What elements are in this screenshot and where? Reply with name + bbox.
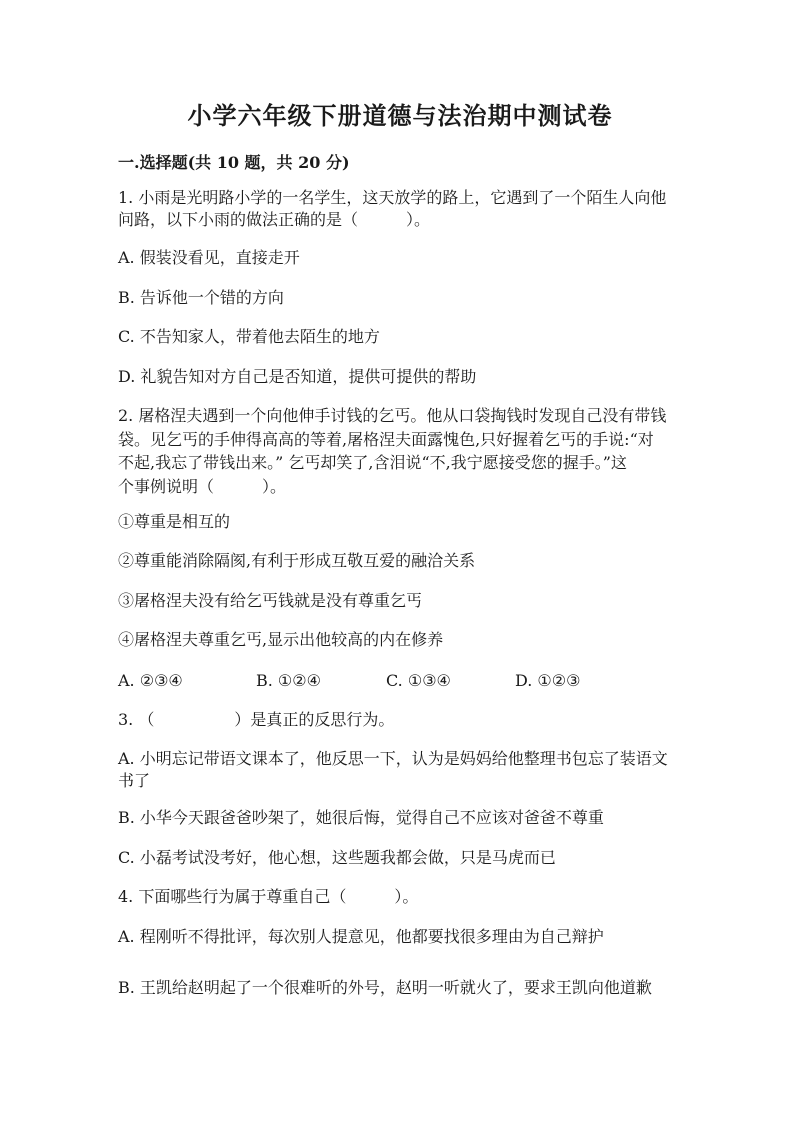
q2-option-a: A. ②③④ [118,671,183,690]
q1-option-a: A. 假装没看见，直接走开 [118,248,300,267]
q3-option-b: B. 小华今天跟爸爸吵架了，她很后悔，觉得自己不应该对爸爸不尊重 [118,808,604,827]
q2-item-3: ③屠格涅夫没有给乞丐钱就是没有尊重乞丐 [118,591,423,610]
q3-stem: 3. （ ）是真正的反思行为。 [118,710,395,729]
q2-stem-line-2: 袋。见乞丐的手伸得高高的等着,屠格涅夫面露愧色,只好握着乞丐的手说:“对 [118,430,654,449]
q3-option-a-line-2: 书了 [118,771,151,790]
exam-title: 小学六年级下册道德与法治期中测试卷 [187,101,613,130]
q4-option-b: B. 王凯给赵明起了一个很难听的外号，赵明一听就火了，要求王凯向他道歉 [118,978,652,997]
q1-option-b: B. 告诉他一个错的方向 [118,288,284,307]
section-header: 一.选择题(共 10 题，共 20 分) [118,153,350,172]
q1-stem-line-2: 问路，以下小雨的做法正确的是（ ）。 [118,210,431,229]
q2-option-b: B. ①②④ [256,671,321,690]
q2-stem-line-3: 不起,我忘了带钱出来。” 乞丐却笑了,含泪说“不,我宁愿接受您的握手。”这 [118,453,627,472]
q4-option-a: A. 程刚听不得批评，每次别人提意见，他都要找很多理由为自己辩护 [118,927,604,946]
q1-stem-line-1: 1. 小雨是光明路小学的一名学生，这天放学的路上，它遇到了一个陌生人向他 [118,188,667,207]
q3-option-c: C. 小磊考试没考好，他心想，这些题我都会做，只是马虎而已 [118,848,556,867]
q2-item-1: ①尊重是相互的 [118,512,231,531]
q2-item-4: ④屠格涅夫尊重乞丐,显示出他较高的内在修养 [118,630,444,649]
q1-option-c: C. 不告知家人，带着他去陌生的地方 [118,327,380,346]
q4-stem: 4. 下面哪些行为属于尊重自己（ ）。 [118,887,419,906]
q3-option-a-line-1: A. 小明忘记带语文课本了，他反思一下，认为是妈妈给他整理书包忘了装语文 [118,749,668,768]
q2-stem-line-1: 2. 屠格涅夫遇到一个向他伸手讨钱的乞丐。他从口袋掏钱时发现自己没有带钱 [118,406,667,425]
q2-option-c: C. ①③④ [386,671,451,690]
q2-option-d: D. ①②③ [515,671,581,690]
q2-stem-line-4: 个事例说明（ ）。 [118,477,287,496]
q1-option-d: D. 礼貌告知对方自己是否知道，提供可提供的帮助 [118,367,477,386]
q2-item-2: ②尊重能消除隔阂,有利于形成互敬互爱的融洽关系 [118,551,476,570]
q2-options-row [118,668,718,694]
